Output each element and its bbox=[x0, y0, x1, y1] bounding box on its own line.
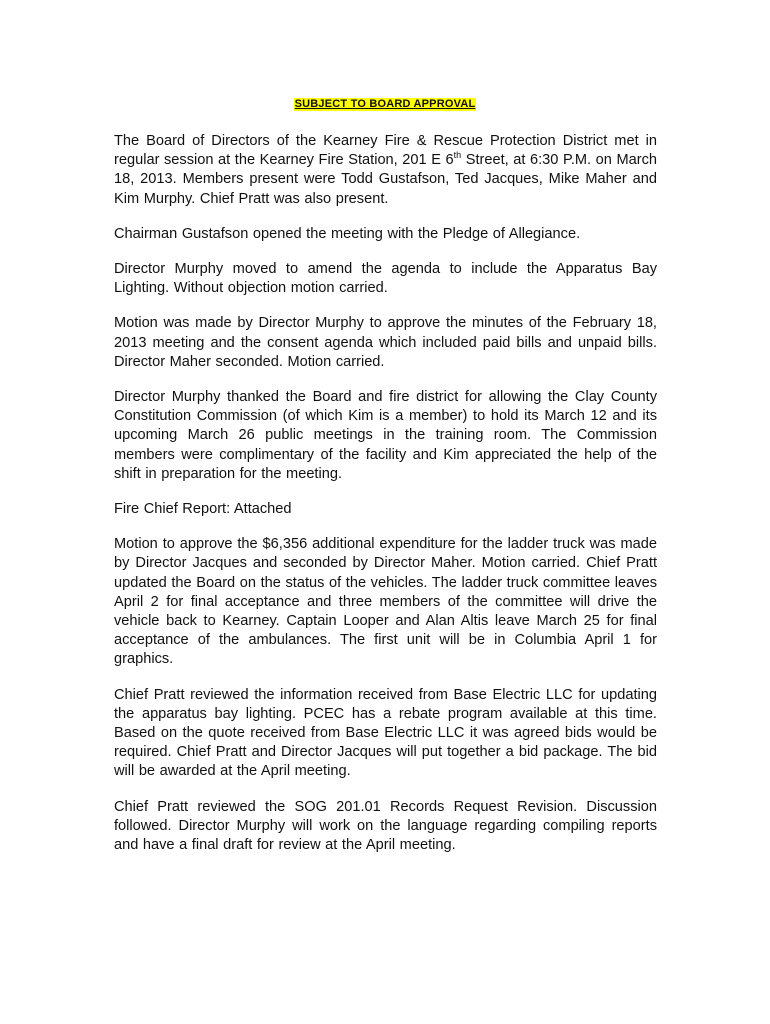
ordinal-suffix: th bbox=[453, 150, 462, 161]
paragraph-constitution-commission: Director Murphy thanked the Board and fire district for allowing the Clay County Constitution Commission (of which Kim is a member) to hold its March 12 and its upcoming March 26 public meetings in the training room. The Commission members were complimentary of the facility and Kim appreciated the help of the shift in preparation for the meeting. bbox=[114, 389, 657, 482]
paragraph-records-request: Chief Pratt reviewed the SOG 201.01 Records Request Revision. Discussion followed. Director Murphy will work on the language regarding compiling reports and have a final draft for review at the April meeting. bbox=[114, 798, 657, 854]
minutes-body bbox=[114, 132, 657, 871]
opening-text-start: The Board of Directors of the Kearney Fire & Rescue Protection District met in regular session at the Kearney Fire Station, 201 E 6 bbox=[114, 133, 657, 169]
paragraph-pledge: Chairman Gustafson opened the meeting with the Pledge of Allegiance. bbox=[114, 225, 581, 242]
header bbox=[0, 94, 770, 112]
paragraph-agenda-amendment: Director Murphy moved to amend the agenda to include the Apparatus Bay Lighting. Without objection motion carried. bbox=[114, 261, 657, 297]
paragraph-ladder-truck: Motion to approve the $6,356 additional expenditure for the ladder truck was made by Director Jacques and seconded by Director Maher. Motion carried. Chief Pratt updated the Board on the status of the vehicles. The ladder truck committee leaves April 2 for final acceptance and three members of the committee will drive the vehicle back to Kearney. Captain Looper and Alan Altis leave March 25 for final acceptance of the ambulances. The first unit will be in Columbia April 1 for graphics. bbox=[114, 536, 657, 668]
paragraph-meeting-opening bbox=[114, 132, 657, 209]
paragraph-fire-chief-report: Fire Chief Report: Attached bbox=[114, 501, 292, 518]
opening-text-end: Street, at 6:30 P.M. on March 18, 2013. Members present were Todd Gustafson, Ted Jacques, Mike Maher and Kim Murphy. Chief Pratt was also present. bbox=[114, 152, 657, 207]
paragraph-bay-lighting: Chief Pratt reviewed the information received from Base Electric LLC for updating the apparatus bay lighting. PCEC has a rebate program available at this time. Based on the quote received from Base Electric LLC it was agreed bids would be required. Chief Pratt and Director Jacques will put together a bid package. The bid will be awarded at the April meeting. bbox=[114, 686, 657, 780]
paragraph-minutes-approval: Motion was made by Director Murphy to approve the minutes of the February 18, 2013 meeting and the consent agenda which included paid bills and unpaid bills. Director Maher seconded. Motion carried. bbox=[114, 315, 657, 370]
approval-status-heading: SUBJECT TO BOARD APPROVAL bbox=[294, 98, 476, 110]
